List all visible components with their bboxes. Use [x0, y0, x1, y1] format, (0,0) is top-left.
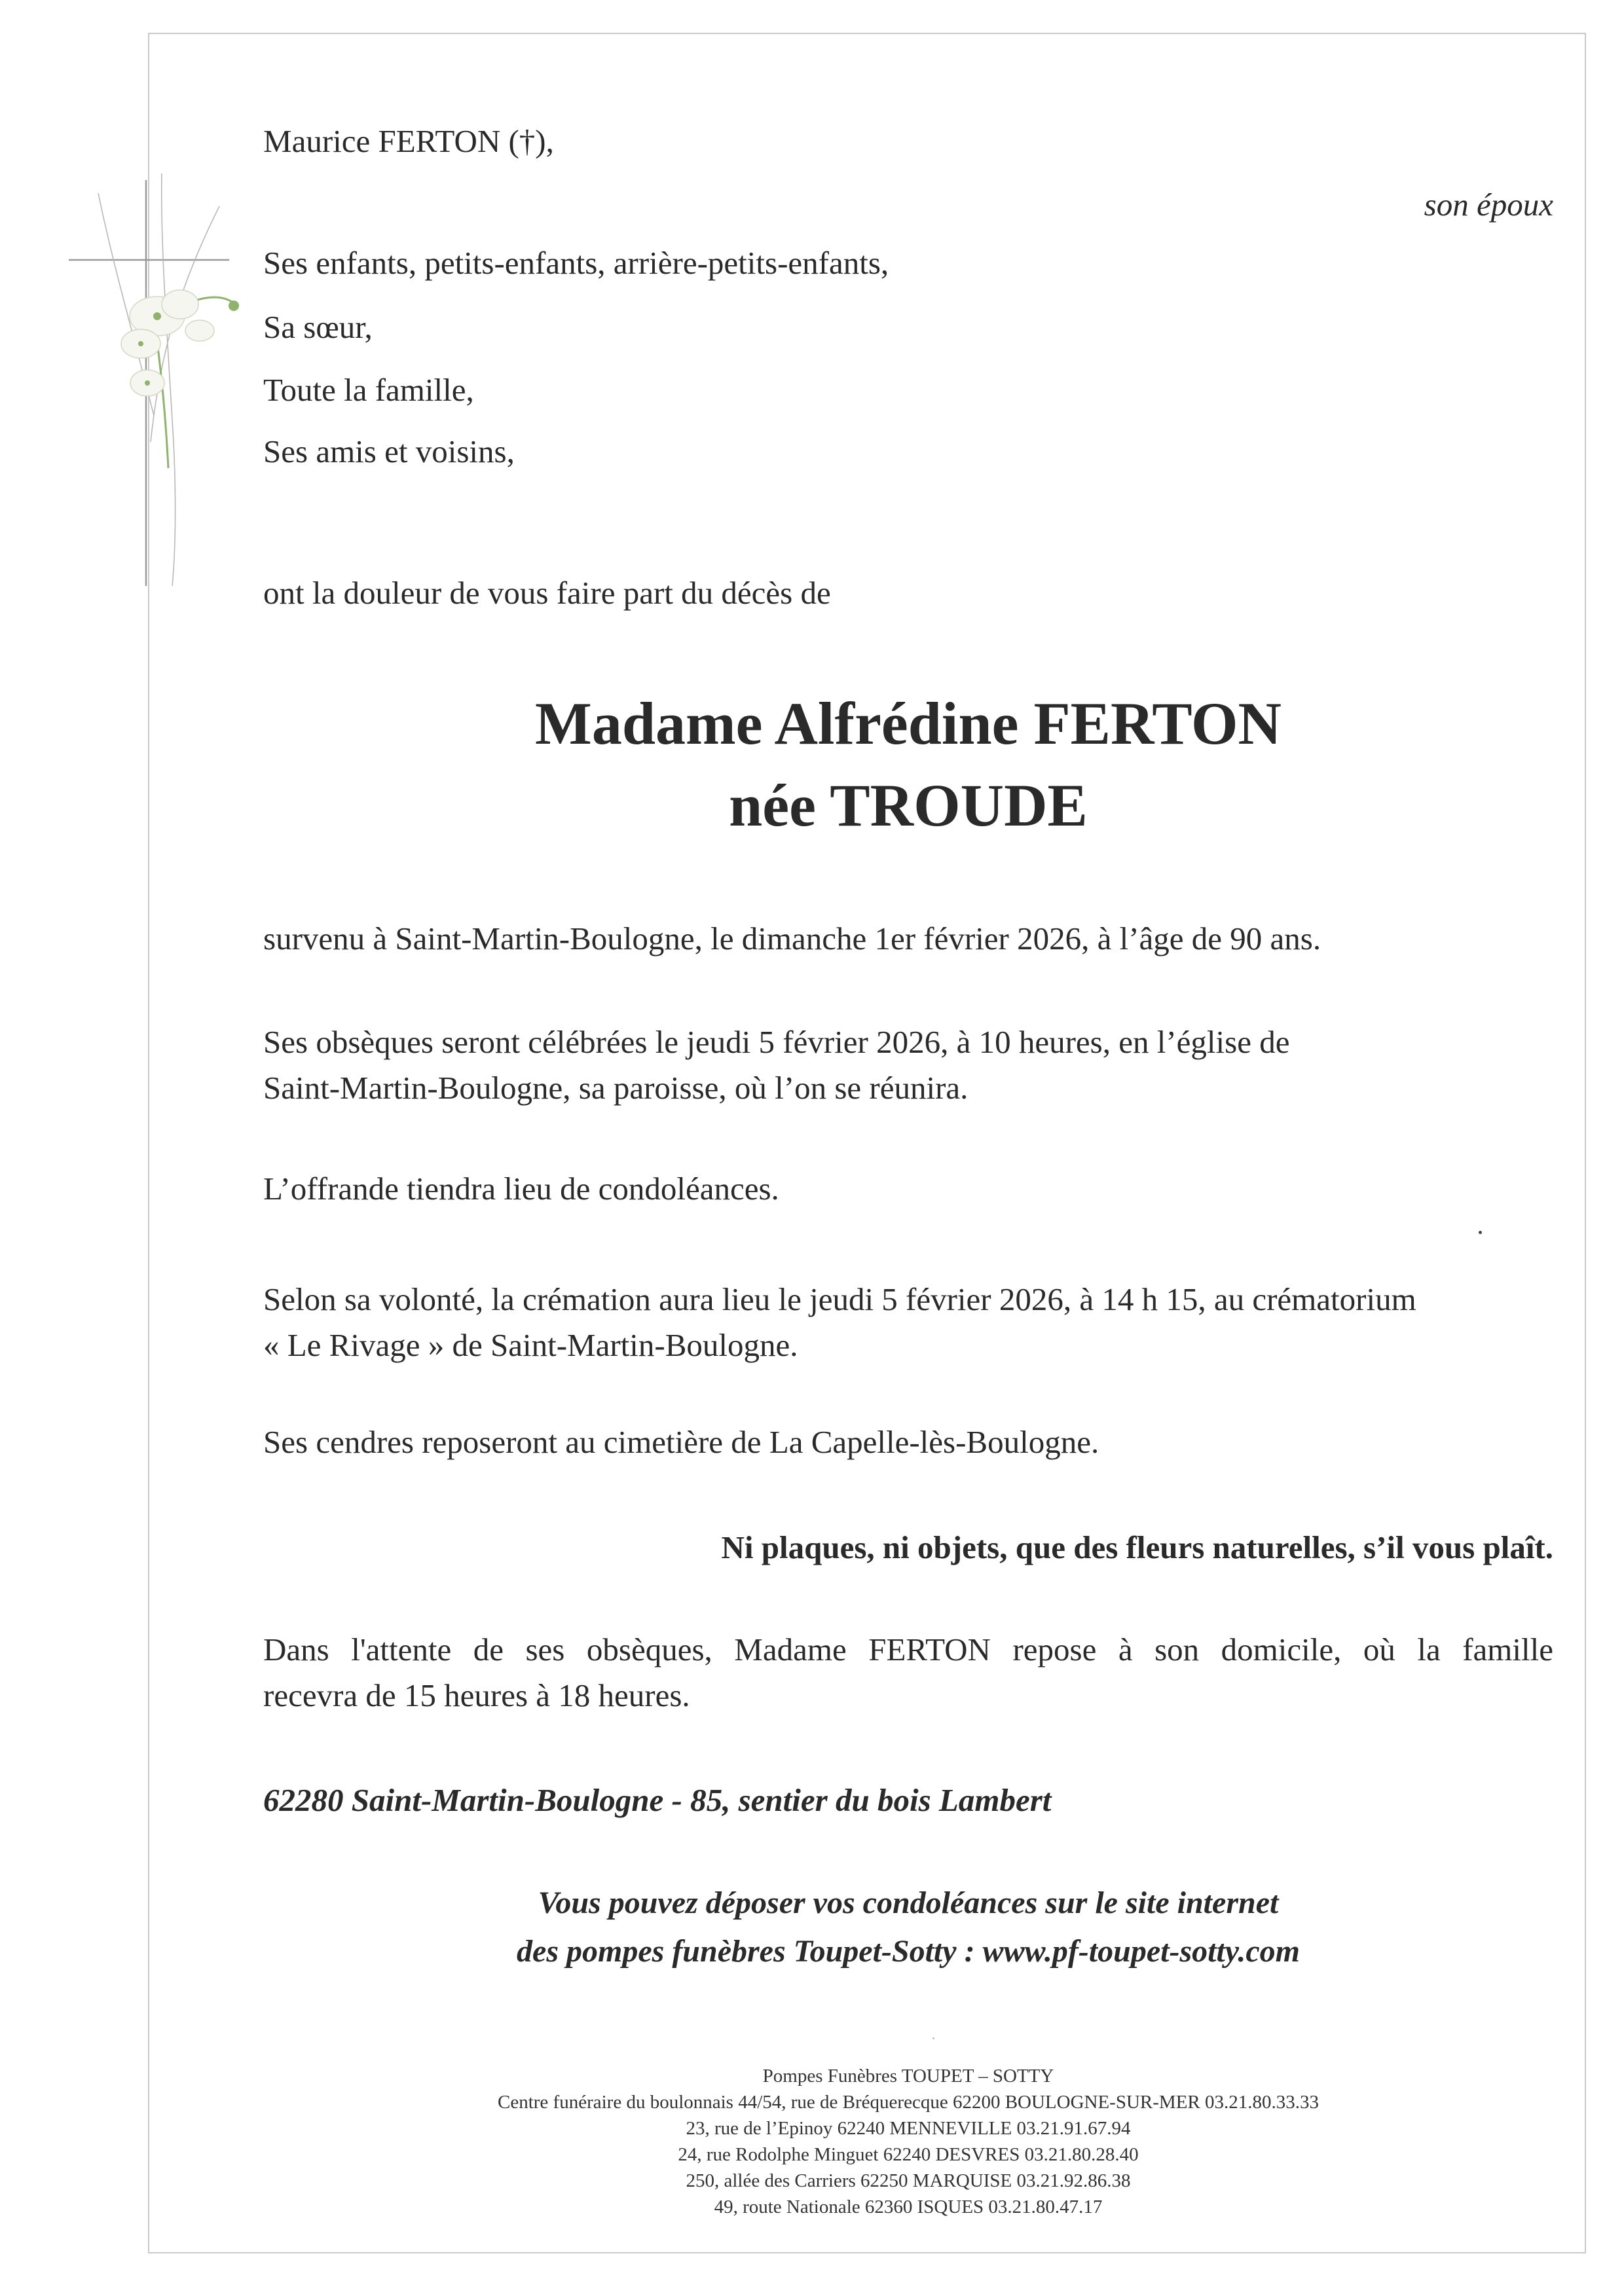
family-line-children: Ses enfants, petits-enfants, arrière-petits-enfants, — [263, 245, 889, 281]
footer-address-marquise: 250, allée des Carriers 62250 MARQUISE 03.21.92.86.38 — [686, 2170, 1131, 2191]
deceased-maiden-name: née TROUDE — [729, 772, 1088, 839]
footer-company: Pompes Funèbres TOUPET – SOTTY — [762, 2066, 1054, 2086]
family-line-sister: Sa sœur, — [263, 309, 373, 345]
flowers-notice: Ni plaques, ni objets, que des fleurs naturelles, s’il vous plaît. — [721, 1529, 1553, 1565]
family-line-friends: Ses amis et voisins, — [263, 433, 515, 469]
visitation-line-2: recevra de 15 heures à 18 heures. — [263, 1677, 690, 1713]
spouse-role: son époux — [1424, 187, 1553, 223]
cremation-line-2: « Le Rivage » de Saint-Martin-Boulogne. — [263, 1327, 798, 1363]
spouse-name: Maurice FERTON (†), — [263, 123, 554, 159]
cross-with-orchid-icon — [62, 167, 246, 599]
family-line-family: Toute la famille, — [263, 372, 474, 408]
scan-speck — [932, 2037, 934, 2039]
cremation-line-1: Selon sa volonté, la crémation aura lieu le jeudi 5 février 2026, à 14 h 15, au crématorium — [263, 1281, 1416, 1317]
visitation-line-1: Dans l'attente de ses obsèques, Madame FERTON repose à son domicile, où la famille — [263, 1631, 1553, 1667]
footer-address-boulogne: Centre funéraire du boulonnais 44/54, rue de Bréquerecque 62200 BOULOGNE-SUR-MER 03.21.80.33.33 — [498, 2092, 1319, 2113]
funeral-line-2: Saint-Martin-Boulogne, sa paroisse, où l’on se réunira. — [263, 1070, 969, 1106]
condolences-line-1: Vous pouvez déposer vos condoléances sur le site internet — [538, 1886, 1279, 1920]
footer-address-menneville: 23, rue de l’Epinoy 62240 MENNEVILLE 03.21.91.67.94 — [686, 2118, 1131, 2139]
death-info: survenu à Saint-Martin-Boulogne, le dimanche 1er février 2026, à l’âge de 90 ans. — [263, 920, 1321, 957]
home-address: 62280 Saint-Martin-Boulogne - 85, sentier du bois Lambert — [263, 1782, 1052, 1818]
deceased-name: Madame Alfrédine FERTON — [535, 690, 1282, 757]
funeral-line-1: Ses obsèques seront célébrées le jeudi 5 février 2026, à 10 heures, en l’église de — [263, 1024, 1290, 1060]
offering-text: L’offrande tiendra lieu de condoléances. — [263, 1171, 779, 1207]
condolences-line-2: des pompes funèbres Toupet-Sotty : www.pf-toupet-sotty.com — [517, 1934, 1300, 1969]
announcement-text: ont la douleur de vous faire part du décès de — [263, 575, 831, 611]
scan-speck — [1479, 1231, 1482, 1234]
ashes-text: Ses cendres reposeront au cimetière de La Capelle-lès-Boulogne. — [263, 1424, 1099, 1460]
footer-address-isques: 49, route Nationale 62360 ISQUES 03.21.80.47.17 — [714, 2196, 1103, 2217]
footer-address-desvres: 24, rue Rodolphe Minguet 62240 DESVRES 03.21.80.28.40 — [678, 2144, 1139, 2165]
